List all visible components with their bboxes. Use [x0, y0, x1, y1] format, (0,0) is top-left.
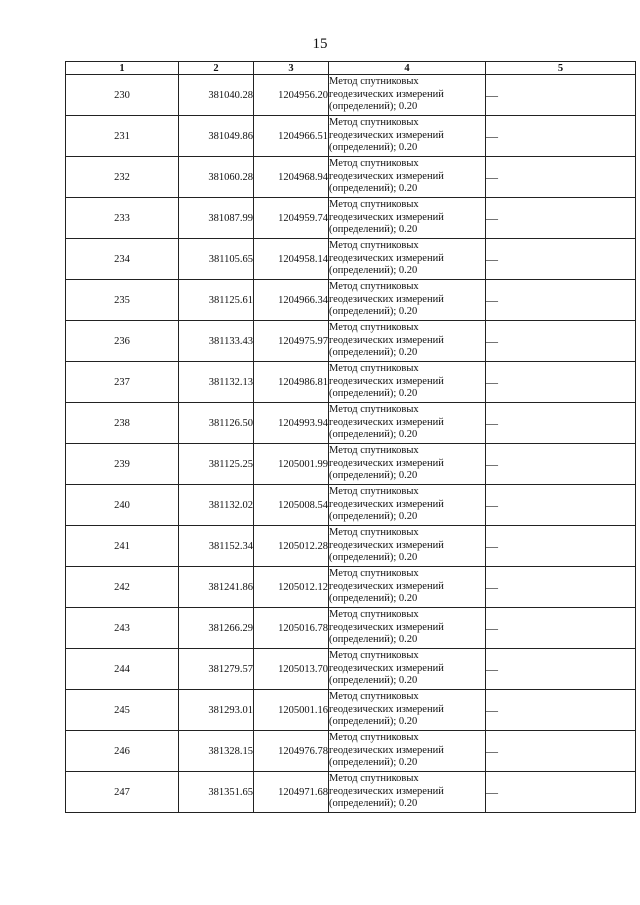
coordinate-x: 381049.86 [179, 116, 254, 157]
point-number: 232 [66, 157, 179, 198]
table-row [66, 321, 636, 362]
coordinate-x: 381125.61 [179, 280, 254, 321]
column-5-value: — [486, 321, 636, 362]
method-line-1: Метод спутниковых [329, 445, 419, 457]
method-cell [329, 157, 486, 198]
coordinates-table [65, 61, 636, 813]
column-5-value: — [486, 444, 636, 485]
coordinate-x: 381060.28 [179, 157, 254, 198]
coordinate-y: 1204975.97 [254, 321, 329, 362]
coordinate-y: 1204958.14 [254, 239, 329, 280]
method-line-2: геодезических измерений [329, 744, 444, 756]
coordinate-y: 1204976.78 [254, 731, 329, 772]
column-5-value: — [486, 485, 636, 526]
method-cell [329, 362, 486, 403]
method-line-3: (определений); 0.20 [329, 470, 418, 482]
method-line-1: Метод спутниковых [329, 609, 419, 621]
table-row [66, 608, 636, 649]
method-line-3: (определений); 0.20 [329, 593, 418, 605]
point-number: 236 [66, 321, 179, 362]
method-line-2: геодезических измерений [329, 293, 444, 305]
point-number: 244 [66, 649, 179, 690]
table-row [66, 567, 636, 608]
table-row [66, 157, 636, 198]
column-5-value: — [486, 649, 636, 690]
coordinate-x: 381132.02 [179, 485, 254, 526]
column-header-3: 3 [254, 62, 329, 75]
column-5-value: — [486, 157, 636, 198]
method-line-3: (определений); 0.20 [329, 183, 418, 195]
coordinate-x: 381087.99 [179, 198, 254, 239]
method-line-3: (определений); 0.20 [329, 552, 418, 564]
coordinate-x: 381132.13 [179, 362, 254, 403]
method-line-2: геодезических измерений [329, 88, 444, 100]
method-line-1: Метод спутниковых [329, 76, 419, 88]
method-cell [329, 567, 486, 608]
table-header-row [66, 62, 636, 75]
point-number: 238 [66, 403, 179, 444]
method-line-1: Метод спутниковых [329, 158, 419, 170]
method-line-3: (определений); 0.20 [329, 716, 418, 728]
coordinate-y: 1204968.94 [254, 157, 329, 198]
method-cell [329, 608, 486, 649]
method-line-2: геодезических измерений [329, 375, 444, 387]
method-line-2: геодезических измерений [329, 621, 444, 633]
method-line-3: (определений); 0.20 [329, 388, 418, 400]
table-row [66, 75, 636, 116]
point-number: 235 [66, 280, 179, 321]
coordinate-x: 381241.86 [179, 567, 254, 608]
table-row [66, 444, 636, 485]
method-line-1: Метод спутниковых [329, 773, 419, 785]
coordinate-x: 381105.65 [179, 239, 254, 280]
method-line-2: геодезических измерений [329, 498, 444, 510]
method-line-2: геодезических измерений [329, 580, 444, 592]
method-line-2: геодезических измерений [329, 170, 444, 182]
coordinate-y: 1205001.16 [254, 690, 329, 731]
point-number: 246 [66, 731, 179, 772]
method-line-1: Метод спутниковых [329, 527, 419, 539]
column-5-value: — [486, 198, 636, 239]
method-line-1: Метод спутниковых [329, 650, 419, 662]
method-line-1: Метод спутниковых [329, 240, 419, 252]
method-line-2: геодезических измерений [329, 252, 444, 264]
method-cell [329, 444, 486, 485]
method-cell [329, 75, 486, 116]
method-cell [329, 690, 486, 731]
coordinate-x: 381152.34 [179, 526, 254, 567]
coordinate-x: 381328.15 [179, 731, 254, 772]
coordinate-x: 381351.65 [179, 772, 254, 813]
method-line-1: Метод спутниковых [329, 363, 419, 375]
method-cell [329, 239, 486, 280]
column-5-value: — [486, 280, 636, 321]
point-number: 237 [66, 362, 179, 403]
column-5-value: — [486, 772, 636, 813]
coordinate-x: 381126.50 [179, 403, 254, 444]
coordinate-y: 1205012.12 [254, 567, 329, 608]
column-5-value: — [486, 526, 636, 567]
method-line-2: геодезических измерений [329, 457, 444, 469]
coordinate-y: 1204959.74 [254, 198, 329, 239]
method-line-2: геодезических измерений [329, 785, 444, 797]
column-header-2: 2 [179, 62, 254, 75]
table-row [66, 526, 636, 567]
table-body [66, 75, 636, 813]
method-cell [329, 116, 486, 157]
column-5-value: — [486, 116, 636, 157]
coordinate-y: 1204966.51 [254, 116, 329, 157]
method-line-1: Метод спутниковых [329, 691, 419, 703]
coordinate-x: 381040.28 [179, 75, 254, 116]
method-line-2: геодезических измерений [329, 334, 444, 346]
method-line-1: Метод спутниковых [329, 322, 419, 334]
point-number: 231 [66, 116, 179, 157]
column-header-1: 1 [66, 62, 179, 75]
point-number: 242 [66, 567, 179, 608]
table-row [66, 403, 636, 444]
method-cell [329, 485, 486, 526]
table-row [66, 485, 636, 526]
method-line-2: геодезических измерений [329, 539, 444, 551]
coordinate-y: 1204986.81 [254, 362, 329, 403]
point-number: 247 [66, 772, 179, 813]
column-header-4: 4 [329, 62, 486, 75]
method-cell [329, 403, 486, 444]
method-line-1: Метод спутниковых [329, 568, 419, 580]
column-5-value: — [486, 239, 636, 280]
point-number: 239 [66, 444, 179, 485]
coordinate-y: 1204971.68 [254, 772, 329, 813]
method-line-3: (определений); 0.20 [329, 757, 418, 769]
page-number: 15 [312, 36, 328, 52]
coordinate-x: 381125.25 [179, 444, 254, 485]
method-line-3: (определений); 0.20 [329, 101, 418, 113]
table-row [66, 280, 636, 321]
column-5-value: — [486, 403, 636, 444]
method-line-3: (определений); 0.20 [329, 675, 418, 687]
point-number: 230 [66, 75, 179, 116]
column-5-value: — [486, 567, 636, 608]
table-row [66, 690, 636, 731]
method-line-3: (определений); 0.20 [329, 306, 418, 318]
method-line-1: Метод спутниковых [329, 199, 419, 211]
method-line-2: геодезических измерений [329, 416, 444, 428]
method-cell [329, 280, 486, 321]
coordinate-x: 381279.57 [179, 649, 254, 690]
table-row [66, 116, 636, 157]
table-row [66, 198, 636, 239]
coordinate-y: 1205013.70 [254, 649, 329, 690]
method-line-1: Метод спутниковых [329, 117, 419, 129]
point-number: 241 [66, 526, 179, 567]
method-cell [329, 731, 486, 772]
table-row [66, 731, 636, 772]
table-row [66, 649, 636, 690]
column-5-value: — [486, 362, 636, 403]
point-number: 245 [66, 690, 179, 731]
method-line-3: (определений); 0.20 [329, 265, 418, 277]
method-line-3: (определений); 0.20 [329, 634, 418, 646]
method-line-2: геодезических измерений [329, 703, 444, 715]
method-cell [329, 772, 486, 813]
table-row [66, 239, 636, 280]
column-5-value: — [486, 690, 636, 731]
coordinate-y: 1205016.78 [254, 608, 329, 649]
method-cell [329, 526, 486, 567]
point-number: 234 [66, 239, 179, 280]
table-row [66, 362, 636, 403]
coordinate-y: 1205012.28 [254, 526, 329, 567]
method-line-1: Метод спутниковых [329, 486, 419, 498]
coordinate-x: 381293.01 [179, 690, 254, 731]
method-line-3: (определений); 0.20 [329, 798, 418, 810]
table-row [66, 772, 636, 813]
point-number: 243 [66, 608, 179, 649]
column-5-value: — [486, 75, 636, 116]
coordinate-y: 1204966.34 [254, 280, 329, 321]
method-line-3: (определений); 0.20 [329, 429, 418, 441]
method-line-3: (определений); 0.20 [329, 511, 418, 523]
method-line-3: (определений); 0.20 [329, 142, 418, 154]
method-line-2: геодезических измерений [329, 129, 444, 141]
method-line-2: геодезических измерений [329, 211, 444, 223]
column-5-value: — [486, 731, 636, 772]
column-header-5: 5 [486, 62, 636, 75]
method-cell [329, 321, 486, 362]
coordinate-y: 1204956.20 [254, 75, 329, 116]
method-line-1: Метод спутниковых [329, 732, 419, 744]
point-number: 240 [66, 485, 179, 526]
coordinate-y: 1204993.94 [254, 403, 329, 444]
method-cell [329, 649, 486, 690]
coordinate-y: 1205008.54 [254, 485, 329, 526]
column-5-value: — [486, 608, 636, 649]
method-cell [329, 198, 486, 239]
point-number: 233 [66, 198, 179, 239]
method-line-1: Метод спутниковых [329, 281, 419, 293]
method-line-3: (определений); 0.20 [329, 347, 418, 359]
method-line-3: (определений); 0.20 [329, 224, 418, 236]
coordinate-y: 1205001.99 [254, 444, 329, 485]
coordinate-x: 381133.43 [179, 321, 254, 362]
coordinate-x: 381266.29 [179, 608, 254, 649]
method-line-2: геодезических измерений [329, 662, 444, 674]
method-line-1: Метод спутниковых [329, 404, 419, 416]
